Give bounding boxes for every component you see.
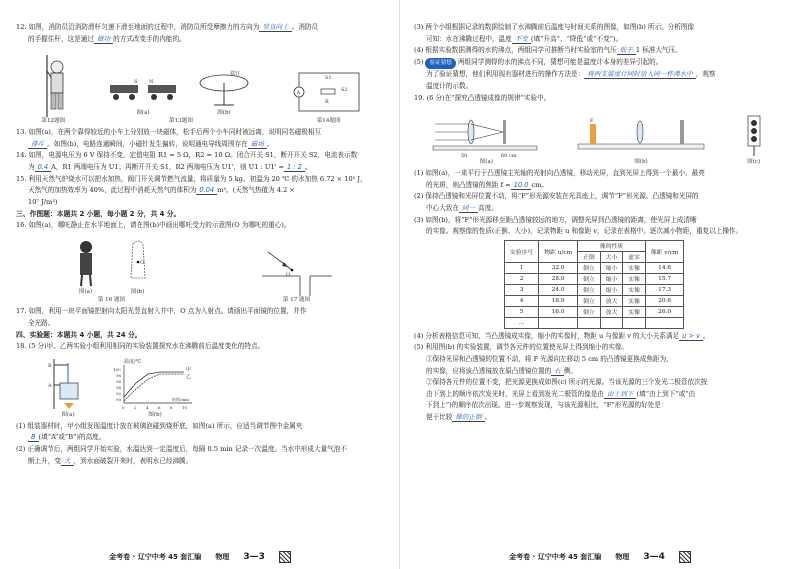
q15-line3: 10⁷ J/m³) xyxy=(28,197,58,206)
results-table xyxy=(504,240,684,329)
table-cell xyxy=(645,317,683,328)
figure-13 xyxy=(108,69,254,125)
firefighter-illustration xyxy=(33,55,73,117)
circuit-diagram xyxy=(289,67,369,117)
answer: 大 xyxy=(61,457,74,466)
q18-3-line2: 可知：水在沸腾过程中，温度 不变 (填“升高”、“降低”或“不变”)。 xyxy=(426,34,623,43)
figure-13-caption: 第13题图 xyxy=(169,118,193,125)
y-tick: 100 xyxy=(113,366,121,372)
answer: 做功 xyxy=(94,35,113,44)
q12-line2: 的手握住杆，这是通过 做功 的方式改变手的内能的。 xyxy=(28,34,186,43)
x-tick: 8 xyxy=(170,404,173,410)
label-f: F xyxy=(589,118,594,125)
q18-3-line1: (3) 两个小组根据记录的数据绘制了水沸腾前后温度与时间关系的图像，如图(b) 所示。分析图像 xyxy=(414,23,695,31)
label-o: O xyxy=(285,271,290,278)
section-4-heading: 四、实验题：本题共 4 小题，共 24 分。 xyxy=(16,331,142,340)
q19-2-line2: 中心大致在 同一 高度。 xyxy=(426,203,498,212)
page-number: 3—4 xyxy=(643,552,665,562)
q18-1-line1: (1) 组装器材时，甲小组发现温度计放在玻璃泡碰到烧杯底，如图(a) 所示，应适当调节图中金属夹 xyxy=(16,421,303,430)
table-cell: 15.7 xyxy=(645,273,683,284)
qr-code-icon xyxy=(679,551,691,563)
q19-5-1-line1: ①保持光屏和凸透镜的位置不动，将 F 光源向左移动 5 cm 的凸透镜更换成焦距为， xyxy=(426,354,673,363)
label-ammeter: A xyxy=(296,90,300,97)
scale-tick: 50 xyxy=(461,153,468,159)
figure-17 xyxy=(262,246,332,304)
caption-a: 图(a) xyxy=(136,110,150,117)
table-cell: 实像 xyxy=(623,295,646,306)
boiling-apparatus xyxy=(46,357,90,411)
q18-line1: 18. (5 分)甲、乙两实验小组利用相同的实验装置探究水在沸腾前后温度变化的特点。 xyxy=(16,342,265,351)
figure-13b xyxy=(194,69,254,117)
figure-12-caption: 第12题图 xyxy=(41,118,66,125)
table-cell: 实像 xyxy=(623,306,646,317)
q19-3-line2: 的实像。观察像的性质(正倒、大小)，记录物距 u 和像距 v，记录在表格中。逐次减小物距，重复以上操作。 xyxy=(426,227,743,236)
qr-code-icon xyxy=(279,551,291,563)
q19-4-line: (4) 分析表格信息可知，当凸透镜成实像，缩小的实像时，物距 u 与像距 v 的大小关系满足 u > v 。 xyxy=(414,331,710,340)
x-tick: 6 xyxy=(158,404,161,410)
table-cell: 3 xyxy=(505,284,539,295)
caption-b: 图(b) xyxy=(634,159,648,166)
caption-b: 图(b) xyxy=(148,411,162,418)
answer: 1 : 2 xyxy=(284,163,305,172)
table-cell: 4 xyxy=(505,295,539,306)
label-a: A xyxy=(48,382,52,389)
right-footer xyxy=(400,551,800,563)
section-3-heading: 三、作图题：本题共 2 小题，每小题 2 分，共 4 分。 xyxy=(16,210,181,219)
table-header: 像距 v/cm xyxy=(645,240,683,262)
answer: 像的正倒 xyxy=(452,413,484,422)
answer: 排斥 xyxy=(28,140,47,149)
table-header: 物距 u/cm xyxy=(539,240,578,262)
answer: 不变 xyxy=(512,35,531,44)
q18-5-line1: (5) 验证猜想 两组同学测得的水的沸点不同，猜想可能是温度计本身的差异引起的。 xyxy=(414,57,784,70)
answer: 同一 xyxy=(459,204,478,213)
table-cell: 倒立 xyxy=(578,284,601,295)
figure-18 xyxy=(16,355,386,419)
q15-line2: 天然气的加热效率为 40%，此过程中消耗天然气的体积为 0.04 m³。(天然气热值为 4.2 × xyxy=(28,186,295,195)
table-subheader: 大小 xyxy=(600,251,623,262)
x-axis-label: 时间/min xyxy=(172,396,189,402)
q18-5-line3: 温度计的示数。 xyxy=(426,81,473,90)
q15-line1: 15. 利用天然气炉烧水可以把水加热，阀门开关调节燃气流量，将质量为 5 kg、初温为 20 ℃ 的水加热 6.72 × 10⁵ J， xyxy=(16,174,367,183)
table-subheader: 虚实 xyxy=(623,251,646,262)
answer: u > v xyxy=(679,332,703,341)
answer: 将两支温度计同时放入同一杯沸水中 xyxy=(584,70,696,79)
table-cell: 20.6 xyxy=(645,295,683,306)
figure-16 xyxy=(71,238,153,304)
q19-5-2-line4: 便于比较 像的正倒 。 xyxy=(426,412,492,421)
table-row xyxy=(505,273,684,284)
table-cell: 32.0 xyxy=(539,262,578,273)
y-tick: 96 xyxy=(116,378,122,384)
table-cell: 实像 xyxy=(623,262,646,273)
temperature-graph xyxy=(110,357,200,411)
q14-line1: 14. 如图，电源电压为 6 V 保持不变，定值电阻 R1 = 5 Ω，R2 = 10 Ω。闭合开关 S1，断开开关 S2，电流表示数 xyxy=(16,151,358,160)
figure-16-caption: 第 16 题图 xyxy=(97,296,126,303)
table-cell: 实像 xyxy=(623,273,646,284)
table-cell: 倒立 xyxy=(578,306,601,317)
table-cell: 倒立 xyxy=(578,262,601,273)
q19-1-line1: (1) 如图(a)，一束平行于凸透镜主光轴的光射向凸透镜，移动光屏，直到光屏上得到一个最小、最亮 xyxy=(414,169,705,178)
table-row xyxy=(505,317,684,328)
figure-13a xyxy=(108,69,178,117)
table-header: 实验序号 xyxy=(505,240,539,262)
q19-5-2-line2: 由下到上的顺序依次发光时，光屏上看到发光二极管的像是由 由上到下 (填“由上到下”或“由 xyxy=(426,389,696,398)
figure-19 xyxy=(414,106,784,166)
x-tick: 0 xyxy=(122,404,125,410)
q14-line2: 为 0.4 A，R1 两端电压为 U1；再断开开关 S1，R2 两端电压为 U1'，则 U1 : U1' = 1 : 2 。 xyxy=(28,162,312,171)
q19-1-line2: 的光斑，则凸透镜的焦距 f = 10.0 cm。 xyxy=(426,180,548,189)
caption-b: 图(b) xyxy=(217,110,231,117)
q19-5-1-line2: 的实像，应将该凸透镜放在原凸透镜位置的 右 侧。 xyxy=(426,366,578,375)
q19-5-2-line3: 下到上”)的顺序依次出现。进一步观察发现，与该光源相比，“F”形光源的好处是： xyxy=(426,401,668,410)
figure-14-caption: 第14题图 xyxy=(316,118,341,125)
table-cell: 17.3 xyxy=(645,284,683,295)
table-cell: 18.0 xyxy=(539,295,578,306)
table-cell xyxy=(578,317,601,328)
answer: 10.0 xyxy=(511,181,532,190)
table-cell xyxy=(539,317,578,328)
table-cell: 28.0 xyxy=(539,273,578,284)
q18-4-line: (4) 根据实验数据测得的水的沸点，两组同学可推断当时实验室的气压 低于 1 标准大气压。 xyxy=(414,46,682,55)
table-body xyxy=(505,262,684,328)
caption-a: 图(a) xyxy=(78,288,93,295)
q18-1-line2: B (填“A”或“B”)的高度。 xyxy=(16,432,386,444)
figures-16-17 xyxy=(16,234,386,304)
series-label-yi: 乙 xyxy=(186,373,192,380)
magnet-carts-diagram xyxy=(108,69,178,109)
table-cell: 1 xyxy=(505,262,539,273)
optical-bench-diagram xyxy=(576,114,706,158)
label-o: O xyxy=(139,259,144,266)
figure-14 xyxy=(289,67,369,125)
y-tick: 94 xyxy=(116,384,122,390)
caption-a: 图(a) xyxy=(61,411,75,418)
well-light-diagram xyxy=(262,246,332,296)
answer: 竖直向上 xyxy=(259,23,291,32)
q19-2-line1: (2) 保持凸透镜和光屏位置不动，将“F”形光源安装在光具座上，调节“F”形光源、凸透镜和光屏的 xyxy=(414,192,699,201)
figure-17-caption: 第 17 题图 xyxy=(282,296,311,303)
answer: B xyxy=(28,433,39,442)
x-tick: 10 xyxy=(182,404,188,410)
label-north: N xyxy=(148,79,154,86)
table-header: 像的性质 xyxy=(578,240,646,251)
compass-wire-diagram xyxy=(194,69,254,109)
footer-subject: 物理 xyxy=(215,553,230,561)
answer: 0.4 xyxy=(35,163,52,172)
label-s2: S2 xyxy=(340,87,348,94)
figure-12 xyxy=(33,55,73,125)
table-cell xyxy=(600,317,623,328)
table-cell: 14.6 xyxy=(645,262,683,273)
caption-b: 图(b) xyxy=(130,288,145,295)
led-light-source xyxy=(741,114,767,158)
answer: 低于 xyxy=(617,46,636,55)
table-cell: 放大 xyxy=(600,306,623,317)
answer: 0.04 xyxy=(196,186,217,195)
q18-5-line2: 为了验证猜想，他们利用现有器材进行的操作方法是： 将两支温度计同时放入同一杯沸水中 ，观察 xyxy=(426,70,716,79)
table-subheader: 正倒 xyxy=(578,251,601,262)
q17-line2: 全光路。 xyxy=(28,318,55,327)
scale-tick: 60 cm xyxy=(501,153,517,159)
table-cell: 缩小 xyxy=(600,262,623,273)
table-cell: 倒立 xyxy=(578,295,601,306)
y-tick: 90 xyxy=(116,396,122,402)
caption-c: 图(c) xyxy=(747,159,761,166)
answer: 由上到下 xyxy=(604,390,636,399)
lens-focal-diagram xyxy=(431,114,541,158)
q19-5-line: (5) 利用图(b) 的实验装置，调节各元件的位置使光屏上得到缩小的实像。 xyxy=(414,343,629,352)
table-cell: 放大 xyxy=(600,295,623,306)
nezha-figure-a xyxy=(71,238,101,288)
caption-a: 图(a) xyxy=(479,159,493,166)
label-iron: 铁钉 xyxy=(229,71,240,78)
q17-line1: 17. 如图，利用一块平面镜把射向太阳光竖直射入井中，O 点为入射点。请画出平面镜的位置，并作 xyxy=(16,306,307,315)
table-row xyxy=(505,295,684,306)
q18-2-line2: 断上升，变 大 ，到水面破裂开来时，表明水已经沸腾。 xyxy=(28,456,193,465)
q19-5-2-line1: ②保持各元件的位置不变，把光源更换成如图(c) 所示的光源。当该光源的三个发光二极管依次按 xyxy=(426,378,708,387)
table-row xyxy=(505,306,684,317)
table-cell: 16.0 xyxy=(539,306,578,317)
q12-line1: 12. 如图，消防员沿消防滑杆匀速下滑至地面的过程中，消防员所受摩擦力的方向为 竖直向上 。消防员 xyxy=(16,23,319,31)
hypothesis-badge: 验证猜想 xyxy=(425,58,455,70)
page-number: 3—3 xyxy=(243,552,265,562)
nezha-figure-b xyxy=(123,238,153,288)
answer: 磁场 xyxy=(248,140,267,149)
table-cell: 倒立 xyxy=(578,273,601,284)
table-cell: 24.0 xyxy=(539,284,578,295)
footer-brand: 金考卷 · 辽宁中考 45 套汇编 xyxy=(109,553,202,561)
q19-heading: 19. (6 分)在“探究凸透镜成像的规律”实验中。 xyxy=(414,93,551,102)
table-cell: 2 xyxy=(505,273,539,284)
table-row xyxy=(505,284,684,295)
table-cell: … xyxy=(505,317,539,328)
y-tick: 92 xyxy=(116,390,122,396)
q13-line2: 排斥 。如图(b)，电路连通瞬间，小磁针发生偏转，说明通电导线周围存在 磁场 。 xyxy=(16,139,386,151)
q13-line1: 13. 如图(a)，在两个靠得较近的小车上分别放一块磁体，松手后两个小车同时被远离，说明同名磁极相互 xyxy=(16,128,322,137)
table-cell: 实像 xyxy=(623,284,646,295)
label-r: R xyxy=(324,99,329,106)
table-cell: 缩小 xyxy=(600,273,623,284)
x-tick: 4 xyxy=(146,404,149,410)
series-label-jia: 甲 xyxy=(186,366,192,373)
x-tick: 2 xyxy=(134,404,137,410)
table-header-row xyxy=(505,240,684,251)
label-s1: S1 xyxy=(324,75,332,82)
footer-subject: 物理 xyxy=(615,553,630,561)
figures-12-14 xyxy=(16,47,386,125)
q19-3-line1: (3) 如图(b)，将“F”形光源移至距凸透镜较远的地方，调整光屏到凸透镜的距离，使光屏上成清晰 xyxy=(414,215,697,224)
y-tick: 98 xyxy=(116,372,122,378)
label-b: B xyxy=(48,362,52,369)
table-row xyxy=(505,262,684,273)
left-footer xyxy=(0,551,400,563)
y-axis-label: 温度/℃ xyxy=(124,358,142,365)
table-cell xyxy=(623,317,646,328)
q16-text: 16. 如图(a)，哪吒静止在水平地面上，请在图(b)中画出哪吒受力的示意图(O 为哪吒的重心)。 xyxy=(16,221,291,230)
right-page xyxy=(400,0,800,569)
footer-brand: 金考卷 · 辽宁中考 45 套汇编 xyxy=(509,553,602,561)
table-cell: 26.0 xyxy=(645,306,683,317)
table-cell: 缩小 xyxy=(600,284,623,295)
q18-2-line1: (2) 正确调节后，两组同学开始实验，水温达到一定温度后，每隔 0.5 min 记录一次温度。当水中形成大量气泡不 xyxy=(16,444,347,453)
label-south: S xyxy=(133,79,138,86)
answer: 右 xyxy=(551,367,564,376)
table-cell: 5 xyxy=(505,306,539,317)
